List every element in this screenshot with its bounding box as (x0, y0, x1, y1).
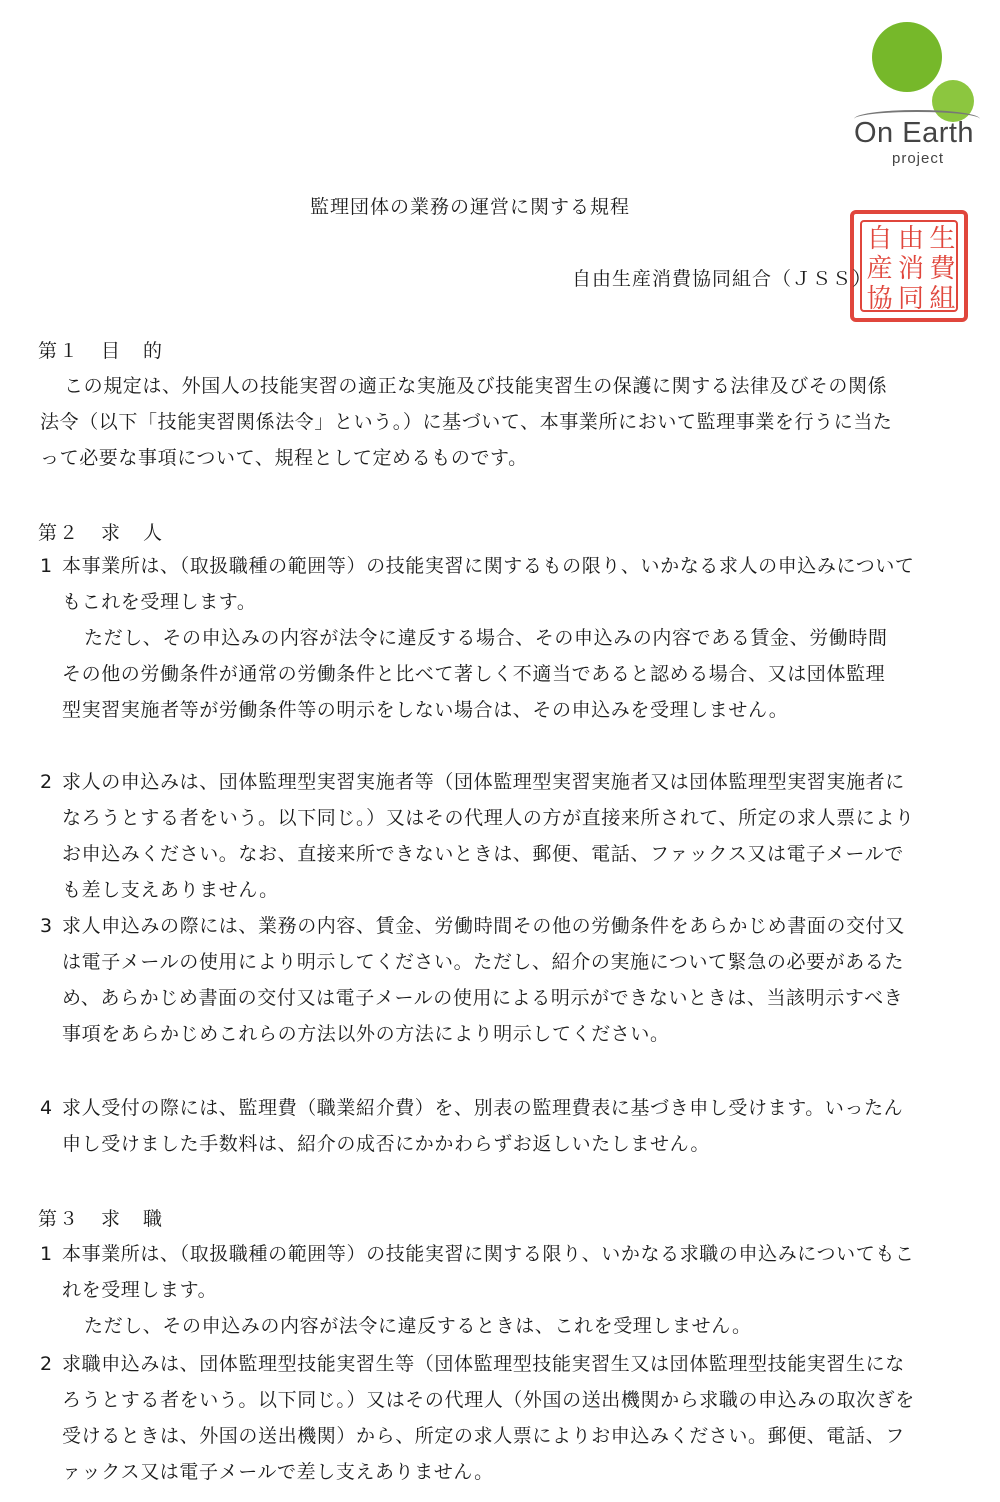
item-number: 1 (40, 555, 53, 577)
seal-glyph: 自 (866, 224, 893, 254)
section-2-item-1-note: ただし、その申込みの内容が法令に違反する場合、その申込みの内容である賃金、労働時間その他の労働条件が通常の労働条件と比べて著しく不適当であると認める場合、又は団体監理型実習実施者等が労働条件等の明示をしない場合は、その申込みを受理しません。 (62, 627, 888, 721)
section-3-item-2 (40, 1346, 920, 1490)
section-3-heading: 第３ 求 職 (38, 1208, 165, 1230)
section-1-heading: 第１ 目 的 (38, 340, 165, 362)
seal-glyphs (864, 224, 958, 314)
seal-glyph: 消 (897, 254, 924, 284)
section-3-item-1 (40, 1236, 920, 1308)
section-2-item-4 (40, 1090, 920, 1162)
section-1-intro: この規定は、外国人の技能実習の適正な実施及び技能実習生の保護に関する法律及びその関係法令（以下「技能実習関係法令」という。）に基づいて、本事業所において監理事業を行うに当たって必要な事項について、規程として定めるものです。 (40, 375, 893, 469)
item-number: 4 (40, 1097, 53, 1119)
item-text: 求人申込みの際には、業務の内容、賃金、労働時間その他の労働条件をあらかじめ書面の交付又は電子メールの使用により明示してください。ただし、紹介の実施について緊急の必要があるため、あらかじめ書面の交付又は電子メールの使用による明示ができないときは、当該明示すべき事項をあらかじめこれらの方法以外の方法により明示してください。 (62, 915, 905, 1045)
organization-name: 自由生産消費協同組合（ＪＳＳ） (571, 268, 872, 290)
seal-glyph: 生 (929, 224, 956, 254)
item-number: 1 (40, 1243, 53, 1265)
document-title: 監理団体の業務の運営に関する規程 (309, 196, 630, 218)
seal-glyph: 組 (929, 284, 956, 314)
seal-glyph: 協 (866, 284, 893, 314)
item-text: 本事業所は、（取扱職種の範囲等）の技能実習に関する限り、いかなる求職の申込みについてもこれを受理します。 (62, 1243, 915, 1301)
on-earth-logo (848, 14, 993, 174)
item-text: 求職申込みは、団体監理型技能実習生等（団体監理型技能実習生又は団体監理型技能実習生になろうとする者をいう。以下同じ。）又はその代理人（外国の送出機関から求職の申込みの取次ぎを受けるときは、外国の送出機関）から、所定の求人票によりお申込みください。郵便、電話、ファックス又は電子メールで差し支えありません。 (62, 1353, 915, 1483)
seal-glyph: 同 (897, 284, 924, 314)
logo-brand-text: On Earth (854, 117, 975, 149)
item-text: 本事業所は、（取扱職種の範囲等）の技能実習に関するもの限り、いかなる求人の申込みについてもこれを受理します。 (62, 555, 915, 613)
section-2-item-1 (40, 548, 920, 620)
seal-glyph: 由 (897, 224, 924, 254)
logo-sub-text: project (892, 150, 945, 167)
seal-glyph: 費 (929, 254, 956, 284)
section-2-heading: 第２ 求 人 (38, 522, 165, 544)
item-text: 求人受付の際には、監理費（職業紹介費）を、別表の監理費表に基づき申し受けます。いったん申し受けました手数料は、紹介の成否にかかわらずお返しいたしません。 (62, 1097, 904, 1155)
seal-glyph: 産 (866, 254, 893, 284)
item-text: 求人の申込みは、団体監理型実習実施者等（団体監理型実習実施者又は団体監理型実習実施者になろうとする者をいう。以下同じ。）又はその代理人の方が直接来所されて、所定の求人票によりお申込みください。なお、直接来所できないときは、郵便、電話、ファックス又は電子メールでも差し支えありません。 (62, 771, 915, 901)
section-2-item-2 (40, 764, 920, 908)
section-3-item-1-note: ただし、その申込みの内容が法令に違反するときは、これを受理しません。 (84, 1315, 752, 1337)
logo-circle-large (872, 22, 942, 92)
item-number: 3 (40, 915, 53, 937)
section-2-item-3 (40, 908, 920, 1088)
item-number: 2 (40, 771, 53, 793)
item-number: 2 (40, 1353, 53, 1375)
